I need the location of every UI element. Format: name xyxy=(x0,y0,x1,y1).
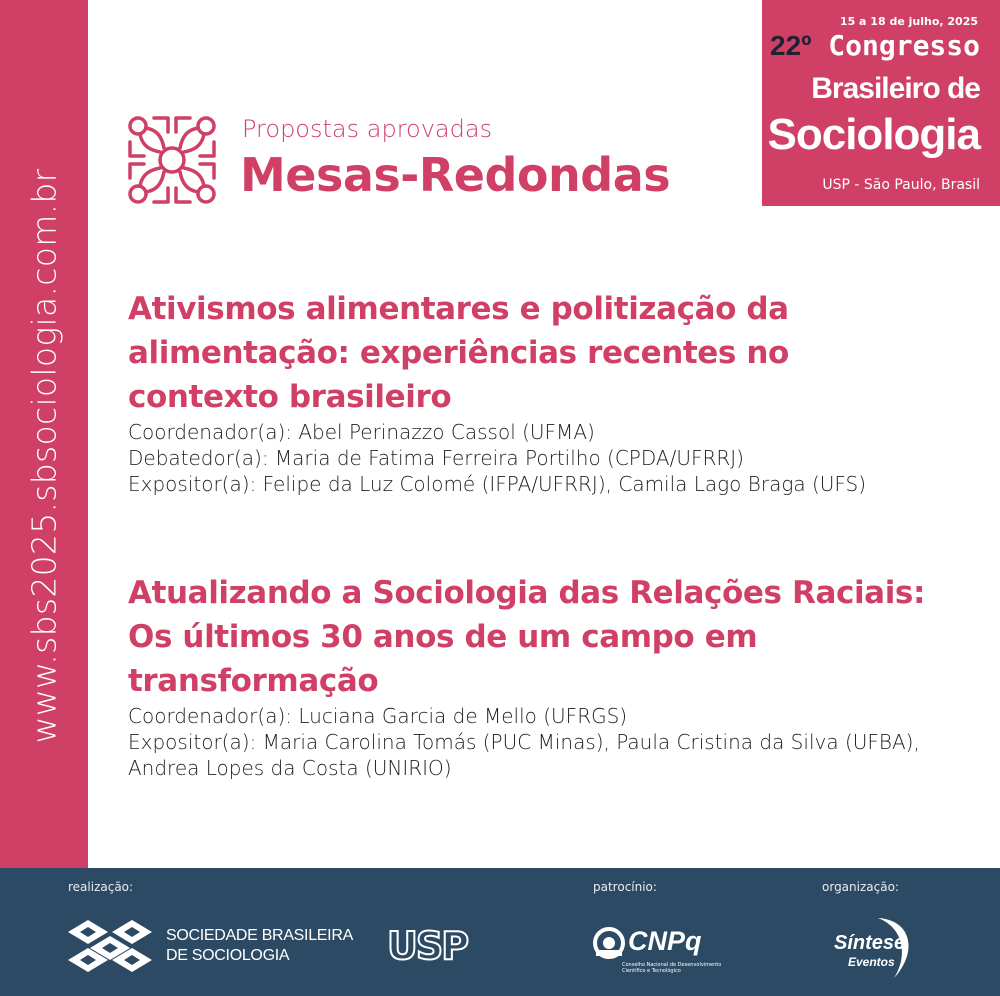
congress-dates: 15 a 18 de julho, 2025 xyxy=(839,15,978,28)
sbs-logo-text xyxy=(166,926,353,966)
congress-edition xyxy=(770,29,980,62)
footer xyxy=(0,868,1000,996)
label-realizacao: realização: xyxy=(68,880,134,894)
session-title: Ativismos alimentares e politização da alimentação: experiências recentes no contexto brasileiro xyxy=(128,291,789,415)
congress-number: 22º xyxy=(770,30,812,61)
sintese-logo-text: Síntese xyxy=(834,932,906,954)
congress-line3: Sociologia xyxy=(767,110,980,159)
sbs-name-line2: DE SOCIOLOGIA xyxy=(166,947,290,964)
session-speakers: Expositor(a): Felipe da Luz Colomé (IFPA/UFRRJ), Camila Lago Braga (UFS) xyxy=(128,472,867,496)
round-table-icon xyxy=(124,112,220,208)
session-entry-1 xyxy=(128,287,948,497)
usp-logo: USP xyxy=(387,924,468,968)
session-coordinator: Coordenador(a): Luciana Garcia de Mello (UFRGS) xyxy=(128,704,628,728)
congress-word: Congresso xyxy=(828,29,980,62)
page-title: Mesas-Redondas xyxy=(240,148,671,202)
session-debater: Debatedor(a): Maria de Fatima Ferreira Portilho (CPDA/UFRRJ) xyxy=(128,446,744,470)
congress-location: USP - São Paulo, Brasil xyxy=(822,177,980,193)
website-url: www.sbs2025.sbsociologia.com.br xyxy=(24,168,64,744)
congress-badge xyxy=(762,0,1000,206)
cnpq-icon xyxy=(592,926,626,960)
session-coordinator: Coordenador(a): Abel Perinazzo Cassol (UFMA) xyxy=(128,420,595,444)
cnpq-logo-text: CNPq xyxy=(628,926,702,956)
sbs-logo-icon xyxy=(64,910,156,982)
sidebar xyxy=(0,0,88,868)
sintese-subtitle: Eventos xyxy=(848,955,895,969)
session-speakers: Expositor(a): Maria Carolina Tomás (PUC Minas), Paula Cristina da Silva (UFBA), Andrea Lopes da Costa (UNIRIO) xyxy=(128,730,920,780)
cnpq-subtitle: Conselho Nacional de Desenvolvimento Científico e Tecnológico xyxy=(622,962,722,974)
label-patrocinio: patrocínio: xyxy=(593,880,657,894)
label-organizacao: organização: xyxy=(822,880,899,894)
session-entry-2 xyxy=(128,571,948,781)
congress-line2: Brasileiro de xyxy=(811,72,980,105)
header-subtitle: Propostas aprovadas xyxy=(242,115,493,143)
session-title: Atualizando a Sociologia das Relações Raciais: Os últimos 30 anos de um campo em transformação xyxy=(128,575,925,699)
sbs-name-line1: SOCIEDADE BRASILEIRA xyxy=(166,927,353,944)
